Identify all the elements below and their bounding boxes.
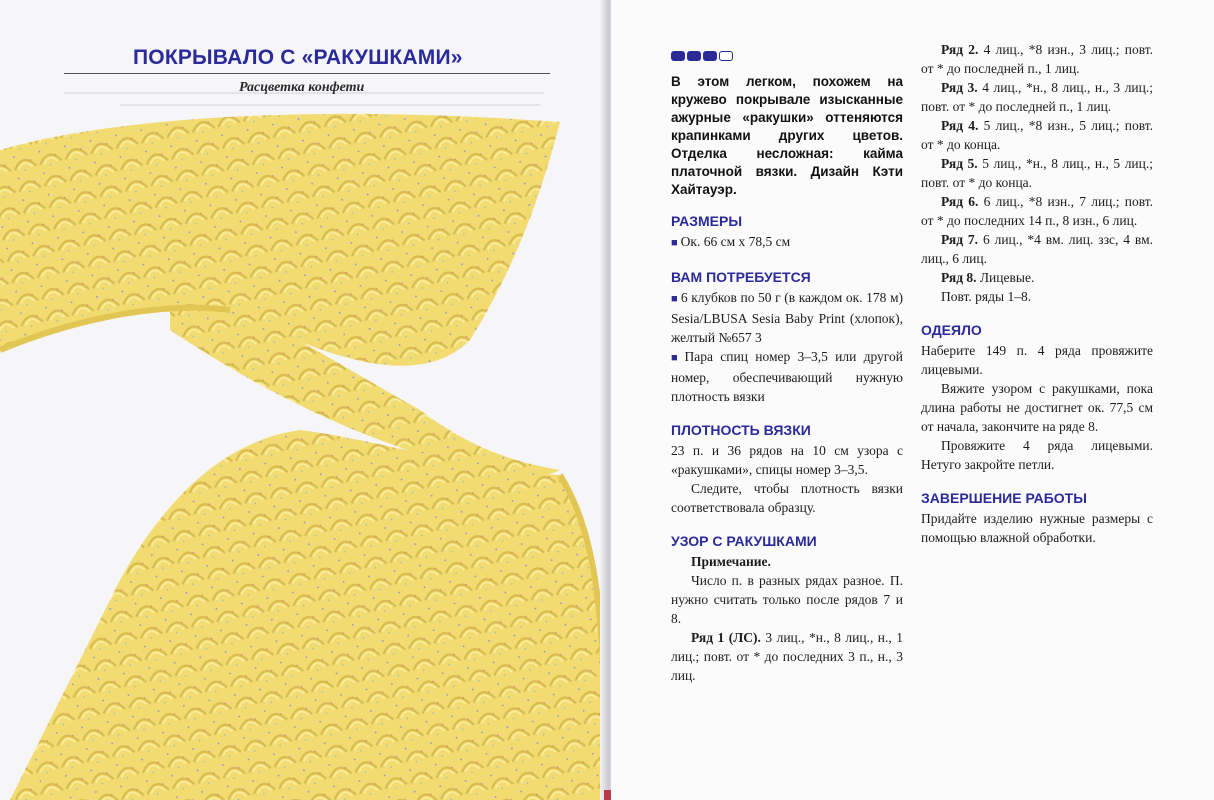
section-heading-pattern: УЗОР С РАКУШКАМИ <box>671 533 817 549</box>
section-heading-finishing: ЗАВЕРШЕНИЕ РАБОТЫ <box>921 490 1087 506</box>
materials-item: ■ Пара спиц номер 3–3,5 или другой номер, обеспечивающий нужную плотность вязки <box>671 349 903 404</box>
section-heading-materials: ВАМ ПОТРЕБУЕТСЯ <box>671 269 811 285</box>
pattern-row: Ряд 2. 4 лиц., *8 изн., 3 лиц.; повт. от * до последней п., 1 лиц. <box>921 42 1154 76</box>
section-heading-blanket: ОДЕЯЛО <box>921 322 982 338</box>
pattern-note-text: Число п. в разных рядах разное. П. нужно считать только после рядов 7 и 8. <box>671 573 903 626</box>
materials-item: ■ 6 клубков по 50 г (в каждом ок. 178 м) Sesia/LBUSA Sesia Baby Print (хлопок), желтый №657 3 <box>671 290 903 345</box>
sizes-item: ■ Ок. 66 см х 78,5 см <box>671 234 791 249</box>
difficulty-segment-filled <box>703 51 717 61</box>
blanket-photo <box>0 110 606 800</box>
instructions-column-right <box>921 40 1153 547</box>
pattern-row: Ряд 3. 4 лиц., *н., 8 лиц., н., 3 лиц.; повт. от * до последней п., 1 лиц. <box>921 80 1154 114</box>
gauge-text-2: Следите, чтобы плотность вязки соответствовала образцу. <box>671 481 903 515</box>
square-bullet-icon: ■ <box>671 293 678 305</box>
gauge-text: 23 п. и 36 рядов на 10 см узора с «ракушками», спицы номер 3–3,5. <box>671 443 903 477</box>
pattern-row: Ряд 5. 5 лиц., *н., 8 лиц., н., 5 лиц.; повт. от * до конца. <box>921 156 1154 190</box>
blanket-lower-spread <box>10 430 606 800</box>
pattern-note-title: Примечание. <box>691 554 771 569</box>
section-heading-sizes: РАЗМЕРЫ <box>671 213 743 229</box>
blanket-paragraph: Провяжите 4 ряда лицевыми. Нетуго закройте петли. <box>921 438 1153 472</box>
pattern-row: Ряд 7. 6 лиц., *4 вм. лиц. ззс, 4 вм. лиц., 6 лиц. <box>921 232 1153 266</box>
pattern-repeat: Повт. ряды 1–8. <box>941 289 1032 304</box>
page-subtitle: Расцветка конфети <box>239 80 365 95</box>
blanket-paragraph: Наберите 149 п. 4 ряда провяжите лицевыми. <box>921 343 1153 377</box>
difficulty-segment-filled <box>687 51 701 61</box>
square-bullet-icon: ■ <box>671 237 678 249</box>
square-bullet-icon: ■ <box>671 352 682 364</box>
page-title: ПОКРЫВАЛО С «РАКУШКАМИ» <box>133 46 463 69</box>
title-rule <box>64 73 550 74</box>
bleed-through-line <box>120 104 540 106</box>
blanket-upper-flap <box>0 114 560 366</box>
instructions-column-left <box>671 40 903 685</box>
difficulty-segment-filled <box>671 51 685 61</box>
intro-paragraph: В этом легком, похожем на кружево покрывале изысканные ажурные «ракушки» оттеняются крапинками других цветов. Отделка несложная: кайма платочной вязки. Дизайн Кэти Хайтауэр. <box>671 74 903 197</box>
section-heading-gauge: ПЛОТНОСТЬ ВЯЗКИ <box>671 422 811 438</box>
pattern-row: Ряд 4. 5 лиц., *8 изн., 5 лиц.; повт. от * до конца. <box>921 118 1154 152</box>
difficulty-segment-empty <box>719 51 733 61</box>
pattern-row: Ряд 6. 6 лиц., *8 изн., 7 лиц.; повт. от * до последних 14 п., 8 изн., 6 лиц. <box>921 194 1154 228</box>
finishing-text: Придайте изделию нужные размеры с помощью влажной обработки. <box>921 511 1153 545</box>
blanket-paragraph: Вяжите узором с ракушками, пока длина работы не достигнет ок. 77,5 см от начала, закончите на ряде 8. <box>921 381 1153 434</box>
pattern-row: Ряд 1 (ЛС). 3 лиц., *н., 8 лиц., н., 1 лиц.; повт. от * до последних 3 п., н., 3 лиц. <box>671 630 903 683</box>
difficulty-indicator <box>671 49 903 63</box>
pattern-row: Ряд 8. Лицевые. <box>941 270 1035 285</box>
